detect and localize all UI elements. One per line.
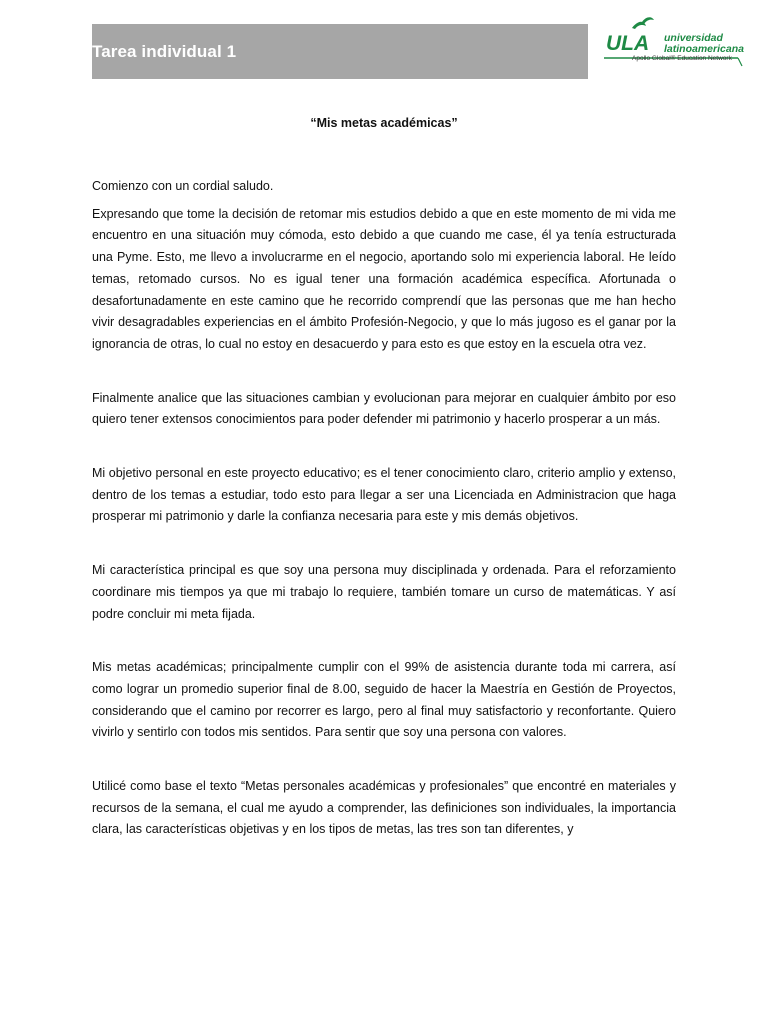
paragraph-characteristic: Mi característica principal es que soy una persona muy disciplinada y ordenada. Para el reforzamiento coordinare mis tiempos ya que mi trabajo lo requiere, también tomare un curso de matemáticas. Y así podre concluir mi meta fijada. [92, 563, 676, 621]
paragraph-decision: Expresando que tome la decisión de retomar mis estudios debido a que en este momento de mi vida me encuentro en una situación muy cómoda, esto debido a que cuando me case, él ya tenía estructurada una Pyme. Esto, me llevo a involucrarme en el negocio, aportando solo mi experiencia laboral. He leído temas, retomado cursos. No es igual tener una formación académica específica. Afortunada o desafortunadamente en este camino que he recorrido comprendí que las personas que me han hecho vivir desagradables experiencias en el ámbito Profesión-Negocio, y que lo más jugoso es el ganar por la ignorancia de otras, lo cual no estoy en desacuerdo y para esto es que estoy en la escuela otra vez. [92, 206, 676, 351]
paragraph-goals: Mis metas académicas; principalmente cumplir con el 99% de asistencia durante toda mi carrera, así como lograr un promedio superior final de 8.00, seguido de hacer la Maestría en Gestión de Proyectos, considerando que el camino por recorrer es largo, pero al final muy satisfactorio y reconfortante. Quiero vivirlo y sentirlo con todos mis sentidos. Para sentir que soy una persona con valores. [92, 660, 676, 740]
logo-tagline: Apollo Global® Education Network [632, 55, 732, 62]
ula-logo-icon [598, 14, 748, 80]
paragraph-conclusion: Finalmente analice que las situaciones cambian y evolucionan para mejorar en cualquier ámbito por eso quiero tener extensos conocimientos para poder defender mi patrimonio y hacerlo prosperar a un más. [92, 390, 676, 427]
paragraph-greeting: Comienzo con un cordial saludo. [92, 179, 274, 193]
svg-text:latinoamericana: latinoamericana [664, 43, 744, 55]
svg-text:ULA: ULA [606, 32, 650, 55]
document-title: “Mis metas académicas” [310, 116, 458, 130]
page-title: Tarea individual 1 [92, 42, 237, 61]
svg-text:universidad: universidad [664, 32, 723, 44]
paragraph-source: Utilicé como base el texto “Metas personales académicas y profesionales” que encontré en materiales y recursos de la semana, el cual me ayudo a comprender, las definiciones son individuales, la importancia clara, las características objetivas y en los tipos de metas, las tres son tan diferentes, y [92, 779, 676, 837]
paragraph-objective: Mi objetivo personal en este proyecto educativo; es el tener conocimiento claro, criterio amplio y extenso, dentro de los temas a estudiar, todo esto para llegar a ser una Licenciada en Administracion que haga prosperar mi patrimonio y darle la confianza necesaria para este y mis demás objetivos. [92, 466, 676, 524]
header-bar [92, 24, 588, 79]
document-body [92, 176, 676, 841]
university-logo [598, 14, 748, 80]
